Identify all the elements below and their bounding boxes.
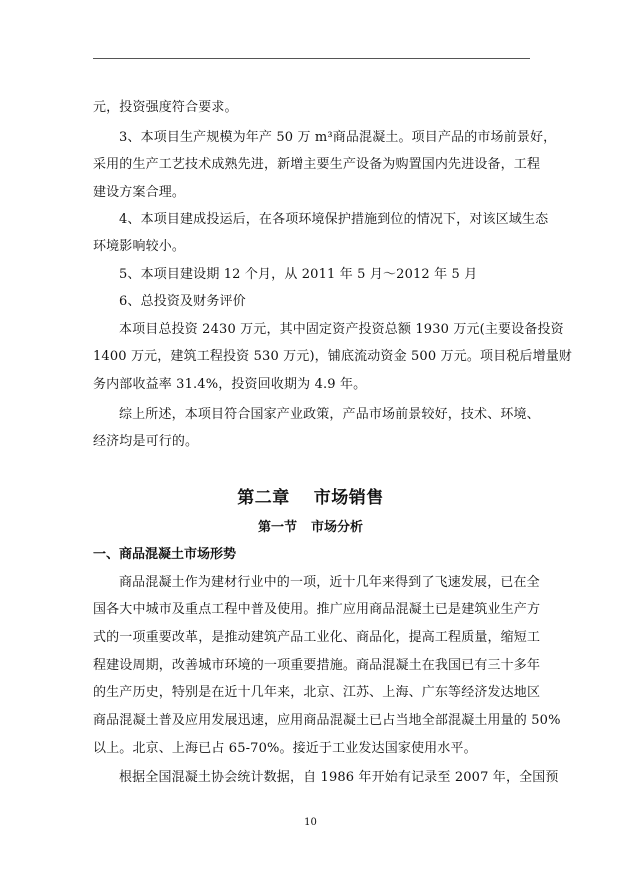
- header-rule: [93, 58, 530, 59]
- text-line: 5、本项目建设期 12 个月，从 2011 年 5 月～2012 年 5 月: [119, 267, 478, 282]
- text-line: 综上所述，本项目符合国家产业政策，产品市场前景较好，技术、环境、: [119, 407, 540, 422]
- text-line: 4、本项目建成投运后，在各项环境保护措施到位的情况下，对该区域生态: [119, 212, 549, 227]
- text-line: 以上。北京、上海已占 65-70%。接近于工业发达国家使用水平。: [93, 741, 477, 756]
- subheading: 一、商品混凝土市场形势: [93, 547, 237, 562]
- page-number: 10: [304, 817, 317, 828]
- section-title: 市场分析: [311, 520, 364, 535]
- text-line: 元，投资强度符合要求。: [93, 100, 238, 115]
- chapter-heading: [0, 483, 621, 508]
- text-line: 采用的生产工艺技术成熟先进，新增主要生产设备为购置国内先进设备，工程: [93, 157, 541, 172]
- text-line: 6、总投资及财务评价: [119, 294, 246, 309]
- text-line: 建设方案合理。: [93, 185, 186, 200]
- text-line: 国各大中城市及重点工程中普及使用。推广应用商品混凝土已是建筑业生产方: [93, 602, 541, 617]
- text-line: 1400 万元，建筑工程投资 530 万元)，铺底流动资金 500 万元。项目税后增量财: [93, 349, 573, 364]
- text-line: 环境影响较小。: [93, 239, 186, 254]
- text-line: 式的一项重要改革，是推动建筑产品工业化、商品化，提高工程质量，缩短工: [93, 630, 541, 645]
- text-line: 根据全国混凝土协会统计数据，自 1986 年开始有记录至 2007 年，全国预: [119, 770, 559, 785]
- text-line: 程建设周期，改善城市环境的一项重要措施。商品混凝土在我国已有三十多年: [93, 658, 541, 673]
- section-heading: [0, 516, 621, 535]
- text-line: 商品混凝土普及应用发展迅速，应用商品混凝土已占当地全部混凝土用量的 50%: [93, 713, 561, 728]
- text-line: 本项目总投资 2430 万元，其中固定资产投资总额 1930 万元(主要设备投资: [119, 322, 564, 337]
- text-line: 经济均是可行的。: [93, 434, 199, 449]
- text-line: 3、本项目生产规模为年产 50 万 m³商品混凝土。项目产品的市场前景好，: [119, 130, 557, 145]
- text-line: 商品混凝土作为建材行业中的一项，近十几年来得到了飞速发展，已在全: [119, 575, 540, 590]
- chapter-title: 市场销售: [313, 488, 384, 508]
- text-line: 的生产历史，特别是在近十几年来，北京、江苏、上海、广东等经济发达地区: [93, 685, 541, 700]
- text-line: 务内部收益率 31.4%，投资回收期为 4.9 年。: [93, 377, 367, 392]
- section-number: 第一节: [257, 520, 297, 535]
- chapter-number: 第二章: [237, 488, 290, 508]
